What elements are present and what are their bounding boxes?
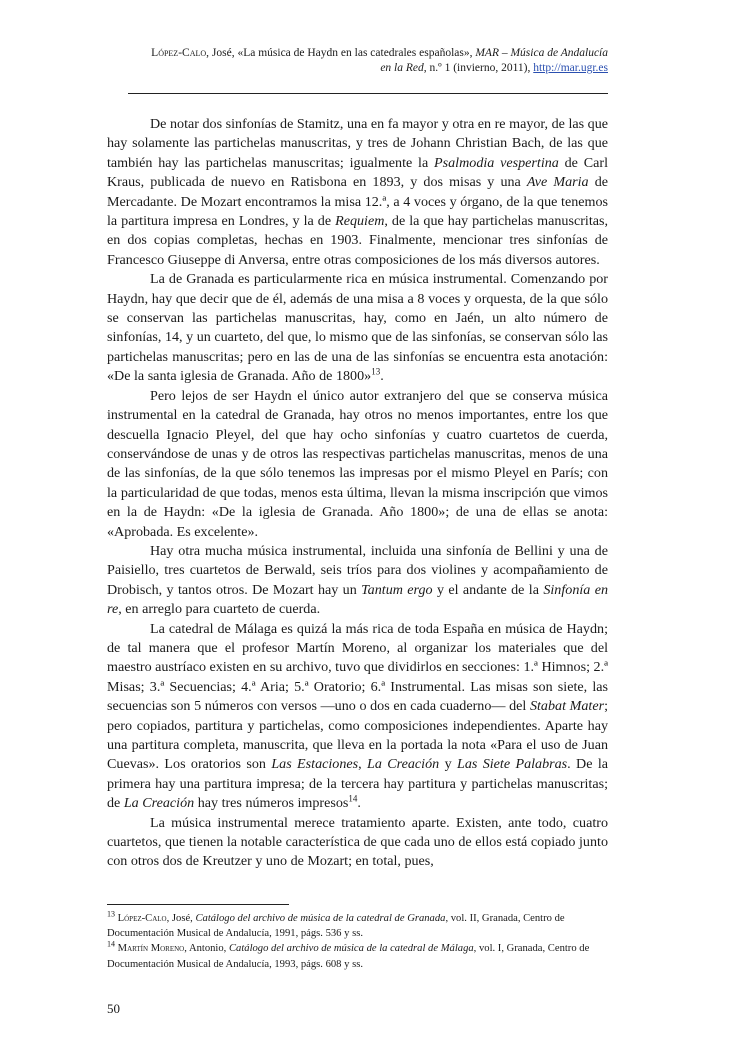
main-body [107, 115, 608, 872]
paragraph: La música instrumental merece tratamiento aparte. Existen, ante todo, cuatro cuartetos, que tienen la notable característica de que cada uno de ellos está copiado junto con otros dos de Kreutzer y uno de Mozart; en total, pues, [107, 814, 608, 870]
paragraph: La de Granada es particularmente rica en música instrumental. Comenzando por Haydn, hay que decir que de él, además de una misa a 8 voces y orquesta, de la que sólo se conservan las partichelas manuscritas, hay, como en Jaén, un alto número de sinfonías, 14, y un cuarteto, del que, lo mismo que de las sinfonías, se conservan sólo las partichelas manuscritas; pero en las de una de las sinfonías se encuentra esta anotación: «De la santa iglesia de Granada. Año de 1800»$^{13}$. [107, 271, 608, 385]
footnote: $^{13}$ López-Calo, José, Catálogo del archivo de música de la catedral de Granada, vol. II, Granada, Centro de Documentación Musical de Andalucía, 1991, págs. 536 y ss. [107, 909, 565, 940]
paragraph: La catedral de Málaga es quizá la más rica de toda España en música de Haydn; de tal manera que el profesor Martín Moreno, al organizar los materiales que del maestro austríaco existen en su archivo, tuvo que dividirlos en secciones: 1.ª Himnos; 2.ª Misas; 3.ª Secuencias; 4.ª Aria; 5.ª Oratorio; 6.ª Instrumental. Las misas son siete, las secuencias son 5 números con versos —uno o dos en cada cuaderno— del Stabat Mater; pero copiados, partitura y partichelas, como composiciones independientes. Aparte hay una partitura completa, manuscrita, que lleva en la portada la nota «Para el uso de Juan Cuevas». Los oratorios son Las Estaciones, La Creación y Las Siete Palabras. De la primera hay una partitura impresa; de la tercera hay partitura y partichelas manuscritas; de La Creación hay tres números impresos$^{14}$. [107, 620, 609, 812]
footnote: $^{14}$ Martín Moreno, Antonio, Catálogo del archivo de música de la catedral de Málaga, vol. I, Granada, Centro de Documentación Musical de Andalucía, 1993, págs. 608 y ss. [107, 939, 590, 970]
header-journal-cont: en la Red [380, 62, 424, 74]
paragraph: De notar dos sinfonías de Stamitz, una en fa mayor y otra en re mayor, de las que hay solamente las partichelas manuscritas, y tres de Johann Christian Bach, de las que también hay las partichelas manuscritas; igualmente la Psalmodia vespertina de Carl Kraus, publicada de nuevo en Ratisbona en 1893, y dos misas y una Ave Maria de Mercadante. De Mozart encontramos la misa 12.ª, a 4 voces y órgano, de la que tenemos la partitura impresa en Londres, y la de Requiem, de la que hay partichelas manuscritas, en dos copias completas, hechas en 1903. Finalmente, mencionar tres sinfonías de Francesco Giuseppe di Anversa, entre otras composiciones de los más diversos autores. [107, 116, 609, 268]
paragraph: Hay otra mucha música instrumental, incluida una sinfonía de Bellini y una de Paisiello, tres cuartetos de Berwald, seis tríos para dos violines y acompañamiento de Drobisch, y tantos otros. De Mozart hay un Tantum ergo y el andante de la Sinfonía en re, en arreglo para cuarteto de cuerda. [107, 542, 608, 618]
page-number: 50 [107, 1001, 120, 1016]
header-author: López-Calo [151, 47, 207, 59]
footnotes [107, 911, 608, 972]
header-issue: , n.º 1 (invierno, 2011), [423, 62, 534, 74]
footnote-ref[interactable]: 14 [348, 793, 358, 804]
footnote-divider [107, 904, 289, 905]
header-journal: MAR – Música de Andalucía [475, 47, 608, 59]
header-link[interactable]: http://mar.ugr.es [533, 62, 608, 74]
header-text: , José, «La música de Haydn en las catedrales españolas», [206, 47, 476, 59]
header-divider [128, 93, 608, 94]
paragraph: Pero lejos de ser Haydn el único autor extranjero del que se conserva música instrumental en la catedral de Granada, hay otros no menos importantes, entre los que descuella Ignacio Pleyel, del que hay ocho sinfonías y cuatro cuartetos de cuerda, conservándose de unas y de otros las respectivas partichelas manuscritas, menos de una de las sinfonías, de la que sólo tenemos las impresas por el mismo Pleyel en París; con la particularidad de que todas, menos esta última, llevan la misma inscripción que vimos en la de Haydn: «De la iglesia de Granada. Año 1800»; de una de ellas se anota: «Aprobada. Es excelente». [107, 387, 608, 540]
footnote-ref[interactable]: 13 [371, 366, 381, 377]
running-header [110, 46, 608, 76]
